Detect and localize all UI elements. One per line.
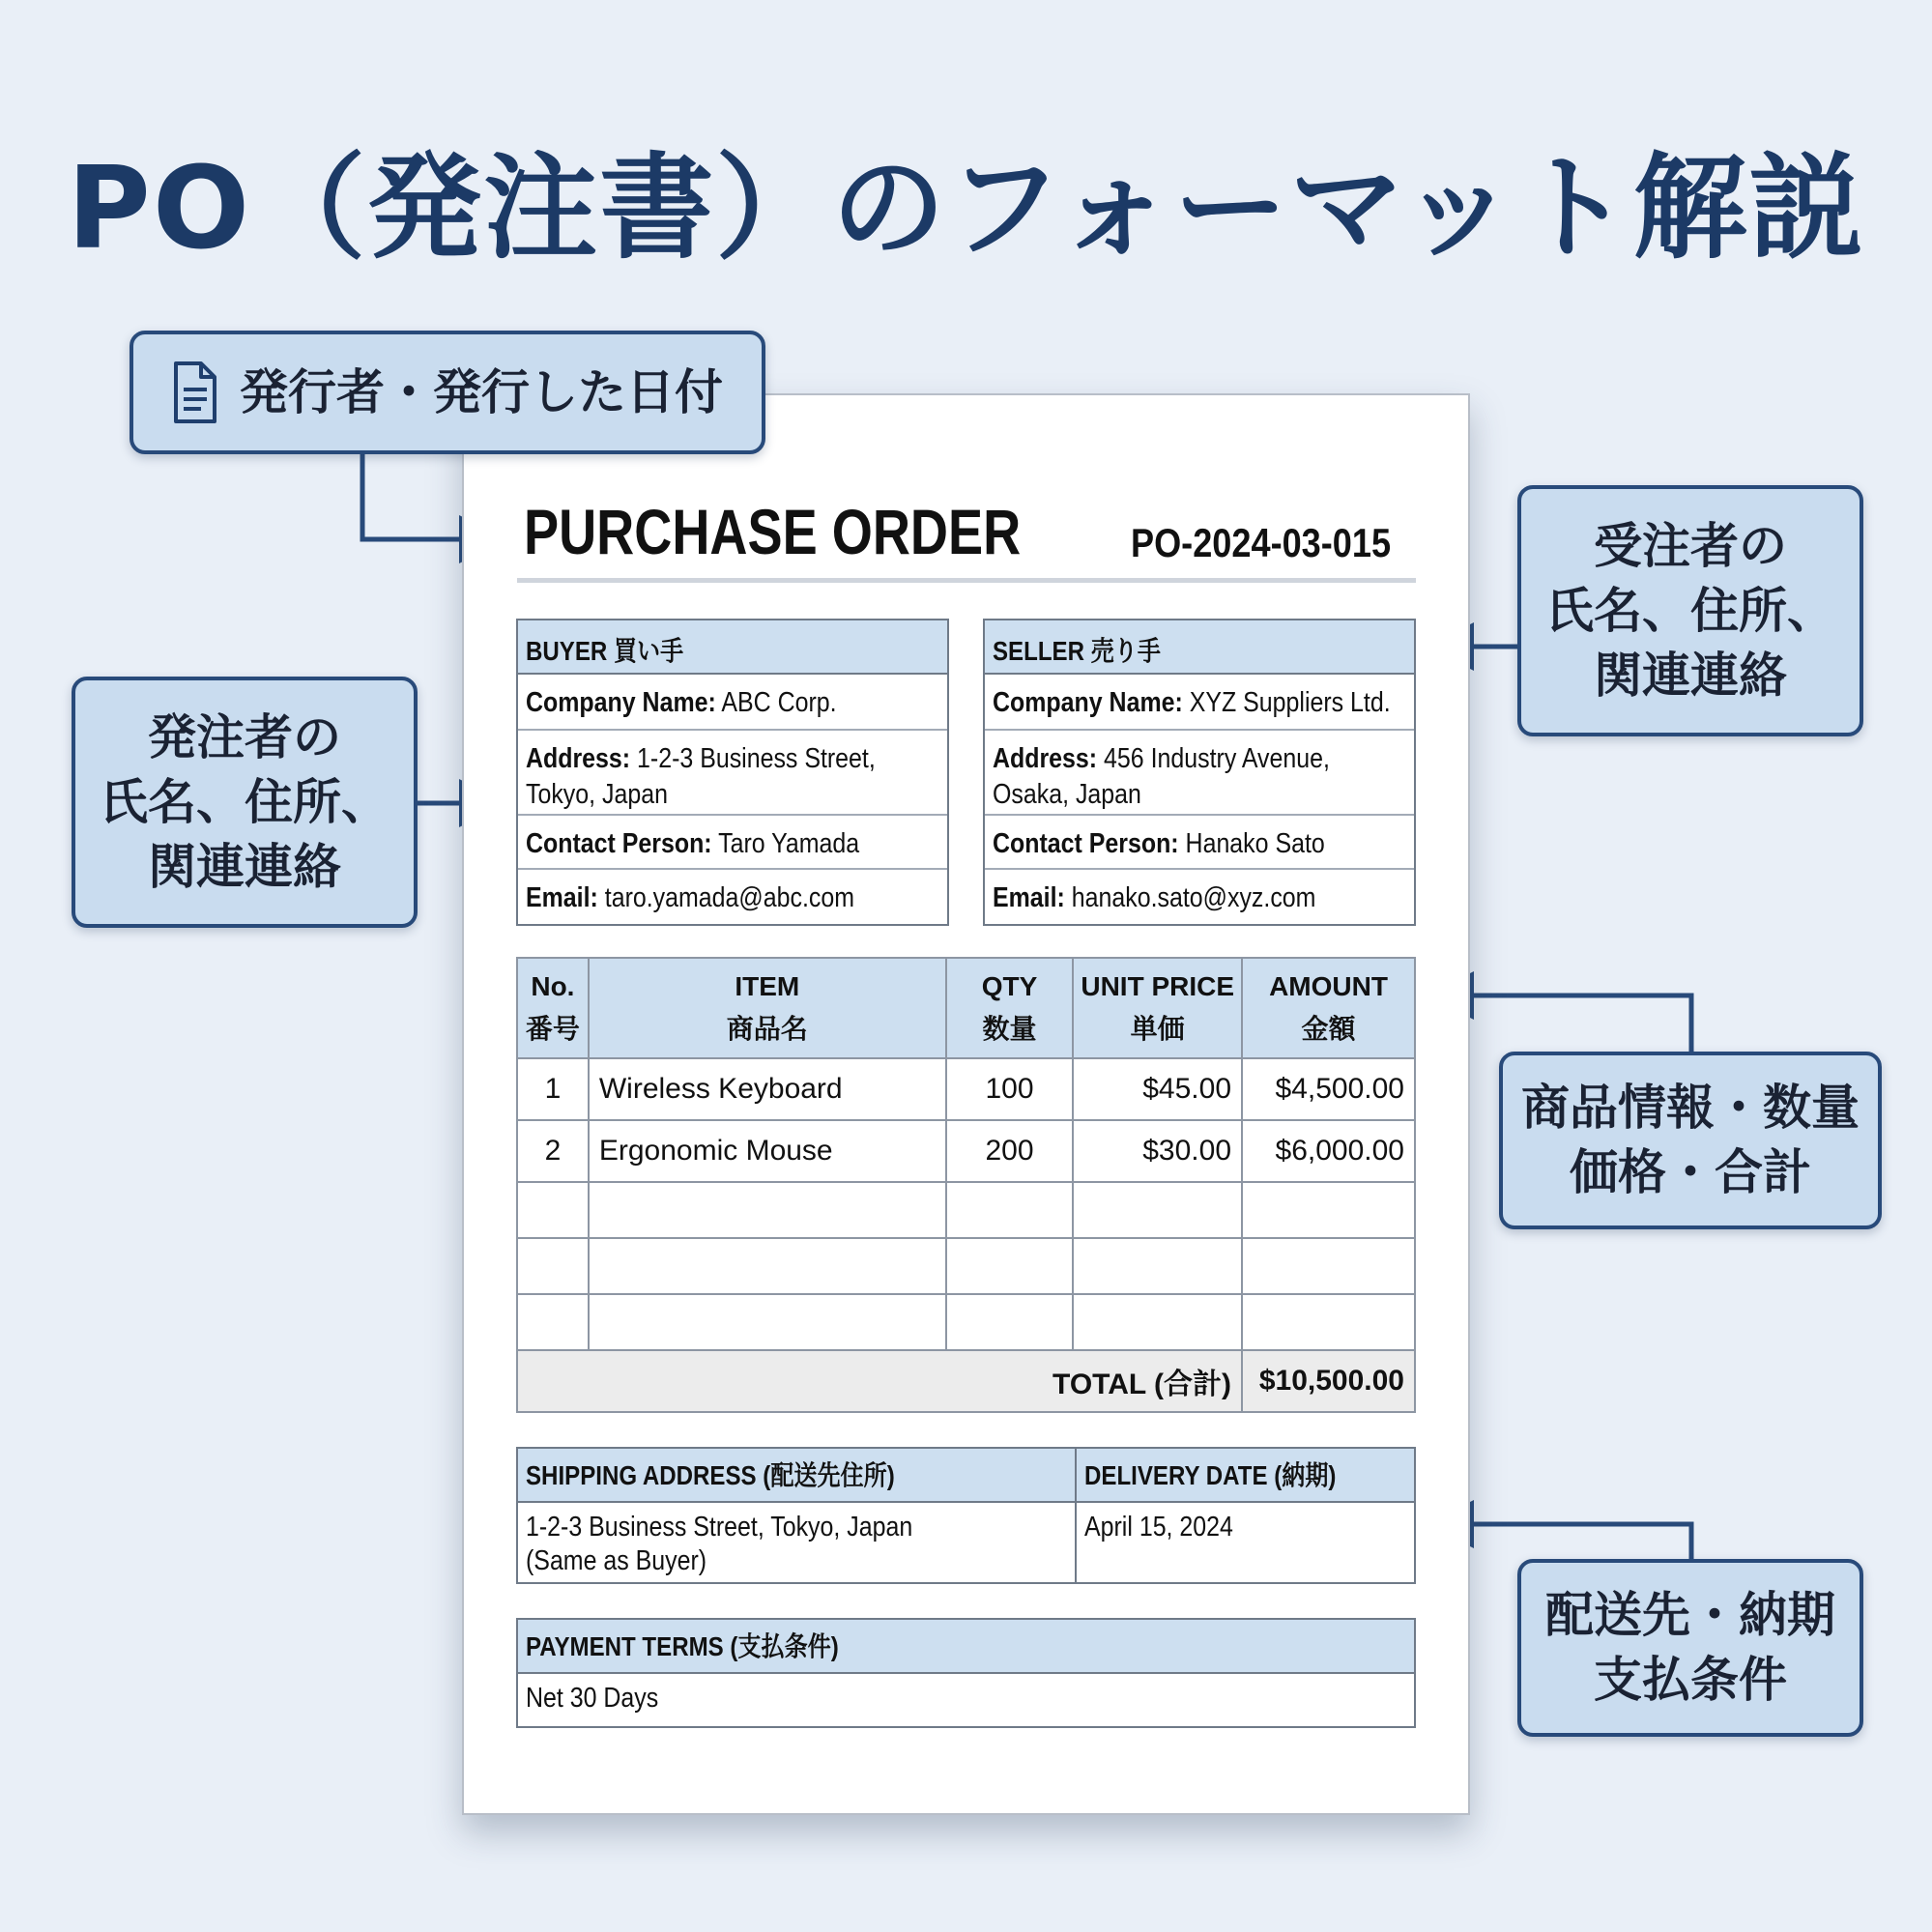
items-header-row	[517, 958, 1415, 1058]
row-item: Wireless Keyboard	[589, 1058, 946, 1120]
col-amount-header: AMOUNT 金額	[1242, 958, 1415, 1058]
callout-delivery-line2: 支払条件	[1594, 1652, 1787, 1708]
delivery-arrow	[1435, 1524, 1691, 1559]
callout-issuer	[130, 331, 765, 454]
seller-email-label: Email:	[993, 882, 1065, 913]
total-amount: $10,500.00	[1242, 1350, 1415, 1412]
payment-terms-header: PAYMENT TERMS (支払条件)	[526, 1631, 839, 1661]
callout-items	[1499, 1052, 1882, 1229]
total-label: TOTAL (合計)	[517, 1350, 1242, 1412]
seller-box	[983, 619, 1416, 926]
seller-email: hanako.sato@xyz.com	[1071, 882, 1316, 913]
buyer-company-label: Company Name:	[526, 687, 716, 718]
document-icon	[172, 360, 218, 424]
callout-items-line2: 価格・合計	[1570, 1144, 1811, 1200]
seller-header: SELLER 売り手	[993, 636, 1161, 666]
shipping-address-line2: (Same as Buyer)	[526, 1545, 707, 1576]
seller-company-label: Company Name:	[993, 687, 1183, 718]
seller-company: XYZ Suppliers Ltd.	[1189, 687, 1391, 718]
heading-divider	[517, 578, 1416, 583]
seller-address-line2: Osaka, Japan	[993, 779, 1141, 810]
po-heading: PURCHASE ORDER	[524, 496, 1022, 567]
callout-items-line1: 商品情報・数量	[1521, 1080, 1860, 1136]
row-qty: 100	[946, 1058, 1074, 1120]
buyer-box	[516, 619, 949, 926]
buyer-address-line1: 1-2-3 Business Street,	[637, 743, 876, 774]
callout-buyer	[72, 677, 418, 928]
callout-seller-line3: 関連連絡	[1594, 647, 1787, 704]
callout-buyer-line1: 発注者の	[148, 708, 341, 765]
items-table	[516, 957, 1416, 1413]
row-no: 2	[517, 1120, 589, 1182]
row-item: Ergonomic Mouse	[589, 1120, 946, 1182]
delivery-date: April 15, 2024	[1084, 1512, 1233, 1543]
seller-contact: Hanako Sato	[1185, 828, 1325, 859]
payment-terms-value: Net 30 Days	[526, 1683, 659, 1714]
col-no-header: No. 番号	[517, 958, 589, 1058]
seller-address-label: Address:	[993, 743, 1098, 774]
delivery-date-header: DELIVERY DATE (納期)	[1084, 1460, 1337, 1490]
table-row	[517, 1120, 1415, 1182]
callout-seller-line2: 氏名、住所、	[1545, 582, 1835, 639]
buyer-company: ABC Corp.	[721, 687, 837, 718]
buyer-email: taro.yamada@abc.com	[604, 882, 854, 913]
po-number: PO-2024-03-015	[1131, 520, 1392, 565]
seller-address-line1: 456 Industry Avenue,	[1104, 743, 1330, 774]
row-amount: $6,000.00	[1242, 1120, 1415, 1182]
empty-row	[517, 1238, 1415, 1294]
shipping-address-line1: 1-2-3 Business Street, Tokyo, Japan	[526, 1512, 913, 1543]
callout-delivery	[1517, 1559, 1863, 1737]
col-item-header: ITEM 商品名	[589, 958, 946, 1058]
callout-buyer-line2: 氏名、住所、	[100, 773, 389, 830]
items-arrow	[1435, 995, 1691, 1052]
row-no: 1	[517, 1058, 589, 1120]
row-unit-price: $45.00	[1073, 1058, 1242, 1120]
empty-row	[517, 1182, 1415, 1238]
buyer-address-line2: Tokyo, Japan	[526, 779, 668, 810]
buyer-address-label: Address:	[526, 743, 631, 774]
row-amount: $4,500.00	[1242, 1058, 1415, 1120]
buyer-email-label: Email:	[526, 882, 598, 913]
buyer-contact-label: Contact Person:	[526, 828, 712, 859]
col-unit-price-header: UNIT PRICE 単価	[1073, 958, 1242, 1058]
payment-box	[516, 1618, 1416, 1728]
empty-row	[517, 1294, 1415, 1350]
shipping-box	[516, 1447, 1416, 1584]
total-row	[517, 1350, 1415, 1412]
callout-delivery-line1: 配送先・納期	[1545, 1587, 1835, 1643]
callout-issuer-text: 発行者・発行した日付	[240, 363, 723, 420]
shipping-address-header: SHIPPING ADDRESS (配送先住所)	[526, 1460, 895, 1490]
page-title: PO（発注書）のフォーマット解説	[67, 141, 1865, 274]
callout-seller-line1: 受注者の	[1594, 517, 1787, 574]
col-qty-header: QTY 数量	[946, 958, 1074, 1058]
callout-seller	[1517, 485, 1863, 736]
buyer-header: BUYER 買い手	[526, 636, 684, 666]
row-unit-price: $30.00	[1073, 1120, 1242, 1182]
callout-buyer-line3: 関連連絡	[148, 838, 341, 895]
buyer-contact: Taro Yamada	[718, 828, 860, 859]
seller-contact-label: Contact Person:	[993, 828, 1179, 859]
table-row	[517, 1058, 1415, 1120]
row-qty: 200	[946, 1120, 1074, 1182]
